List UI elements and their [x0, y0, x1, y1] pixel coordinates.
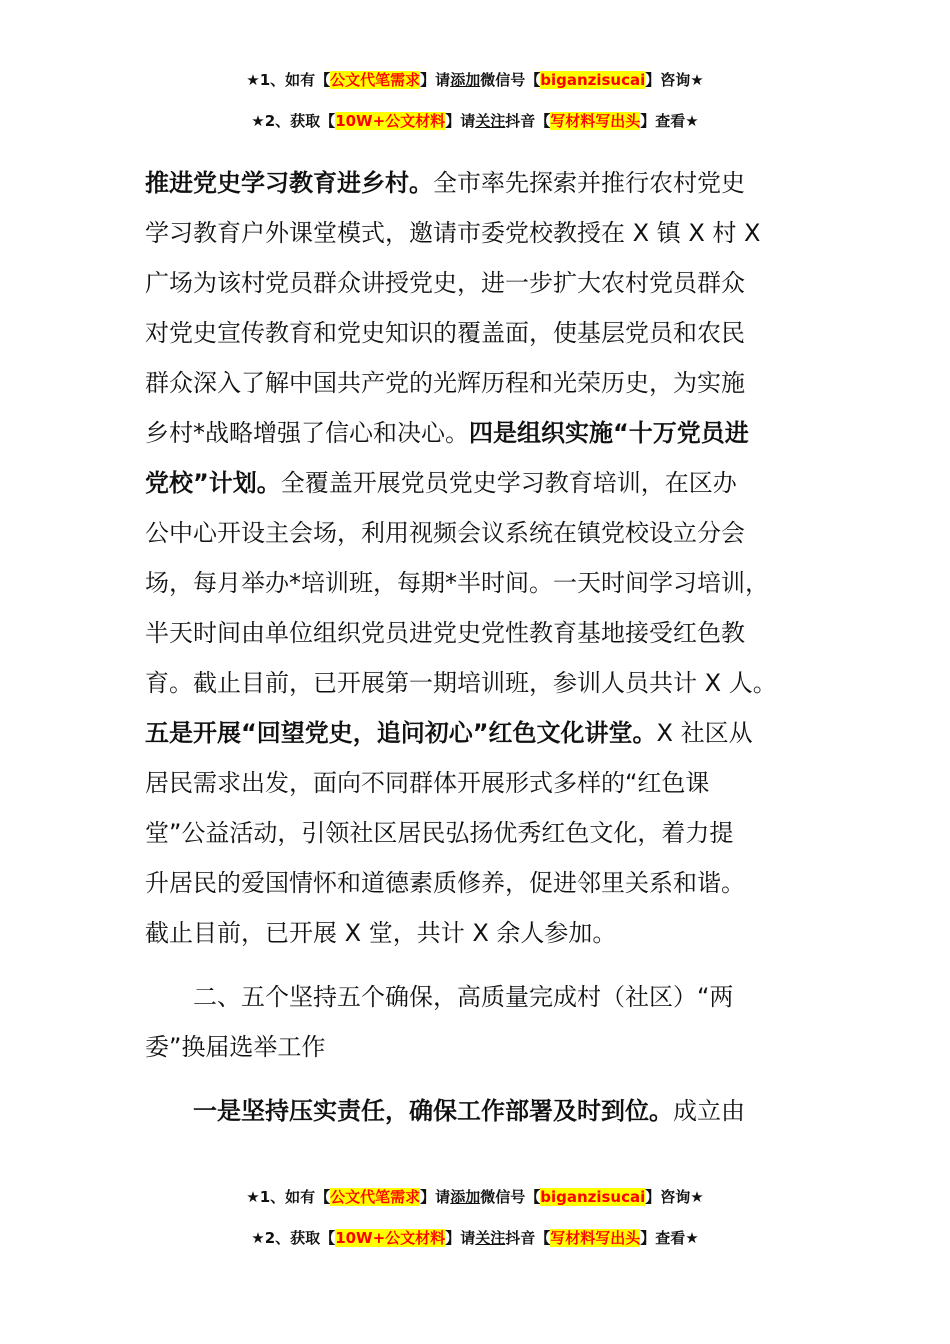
paragraph-party-history	[145, 158, 835, 958]
text-line: 居民需求出发，面向不同群体开展形式多样的“红色课	[145, 769, 710, 797]
text-line: 公中心开设主会场，利用视频会议系统在镇党校设立分会	[145, 519, 745, 547]
heading-line: 委”换届选举工作	[145, 1033, 326, 1061]
paragraph-responsibility	[145, 1086, 835, 1136]
heading-line: 二、五个坚持五个确保，高质量完成村（社区）“两	[193, 983, 734, 1011]
text-line: 一是坚持压实责任，确保工作部署及时到位。成立由	[193, 1097, 745, 1125]
highlight-materials: 10W+公文材料	[335, 112, 446, 130]
top-banner-line1: ★1、如有【公文代笔需求】请添加微信号【biganzisucai】咨询★	[246, 71, 704, 89]
text-line: 截止目前，已开展 X 堂，共计 X 余人参加。	[145, 919, 617, 947]
text-line: 升居民的爱国情怀和道德素质修养，促进邻里关系和谐。	[145, 869, 745, 897]
bottom-banner-line2: ★2、获取【10W+公文材料】请关注抖音【写材料写出头】查看★	[251, 1229, 699, 1247]
text-line: 育。截止目前，已开展第一期培训班，参训人员共计 X 人。	[145, 669, 777, 697]
text-line: 推进党史学习教育进乡村。全市率先探索并推行农村党史	[145, 169, 745, 197]
highlight-douyin-account: 写材料写出头	[550, 112, 641, 130]
text-line: 群众深入了解中国共产党的光辉历程和光荣历史，为实施	[145, 369, 745, 397]
text-line: 对党史宣传教育和党史知识的覆盖面，使基层党员和农民	[145, 319, 745, 347]
highlight-writing-service: 公文代笔需求	[330, 71, 421, 89]
text-line: 党校”计划。全覆盖开展党员党史学习教育培训，在区办	[145, 469, 737, 497]
text-line: 学习教育户外课堂模式，邀请市委党校教授在 X 镇 X 村 X	[145, 219, 761, 247]
highlight-douyin-account: 写材料写出头	[550, 1229, 641, 1247]
text-line: 广场为该村党员群众讲授党史，进一步扩大农村党员群众	[145, 269, 745, 297]
text-line: 堂”公益活动，引领社区居民弘扬优秀红色文化，着力提	[145, 819, 734, 847]
highlight-writing-service: 公文代笔需求	[330, 1188, 421, 1206]
highlight-wechat-id: biganzisucai	[540, 1188, 646, 1206]
bottom-banner-line1: ★1、如有【公文代笔需求】请添加微信号【biganzisucai】咨询★	[246, 1188, 704, 1206]
highlight-materials: 10W+公文材料	[335, 1229, 446, 1247]
text-line: 半天时间由单位组织党员进党史党性教育基地接受红色教	[145, 619, 745, 647]
text-line: 场，每月举办*培训班，每期*半时间。一天时间学习培训，	[145, 569, 769, 597]
section-heading-2	[145, 972, 835, 1072]
text-line: 乡村*战略增强了信心和决心。四是组织实施“十万党员进	[145, 419, 749, 447]
top-banner-line2: ★2、获取【10W+公文材料】请关注抖音【写材料写出头】查看★	[251, 112, 699, 130]
highlight-wechat-id: biganzisucai	[540, 71, 646, 89]
text-line: 五是开展“回望党史，追问初心”红色文化讲堂。X 社区从	[145, 719, 753, 747]
